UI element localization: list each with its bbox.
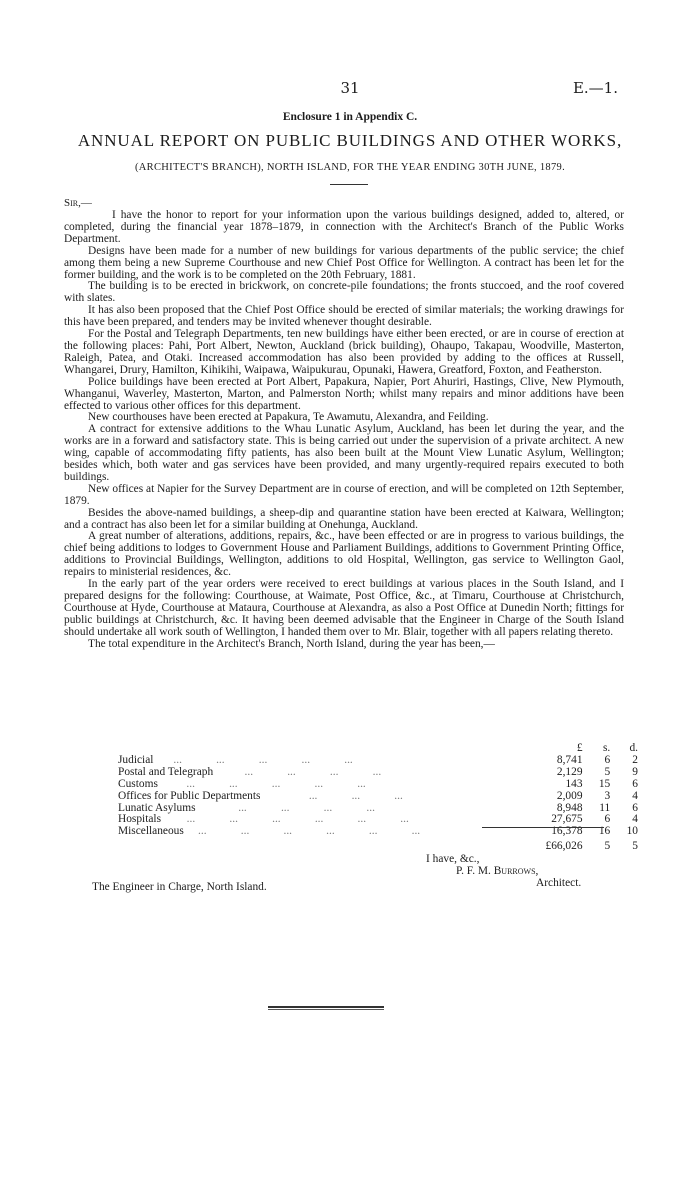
- pounds-cell: 8,741: [556, 753, 583, 766]
- table-row: Customs ... ... ... ... ... 143 15 6: [118, 777, 638, 790]
- shillings-cell: 5: [604, 765, 611, 778]
- table-row: Offices for Public Departments ... ... ... 2,009 3 4: [118, 789, 638, 802]
- paragraph: A great number of alterations, additions, repairs, &c., have been effected or are in progress to various buildings, the chief being additions to lodges to Government House and Parliament Buildings, additions to Government Printing Office, additions to Provincial Buildings, Wellington, additions to old Hospital, Wellington, gas service to Wellington Gaol, repairs to ministerial residences, &c.: [64, 530, 624, 579]
- total-row: [118, 838, 638, 853]
- total-shillings: 5: [604, 840, 611, 853]
- paragraph: Designs have been made for a number of new buildings for various departments of the public service; the chief among them being a new Supreme Courthouse and new Chief Post Office for Wellington. A contract has been let for the former building, and the work is to be completed on the 20th February, 1881.: [64, 244, 624, 281]
- pence-cell: 6: [632, 801, 638, 814]
- paragraph: I have the honor to report for your information upon the various buildings designed, added to, altered, or completed, during the financial year 1878–1879, in connection with the Architect's Branch of the Public Works Department.: [64, 209, 624, 245]
- paragraph: The total expenditure in the Architect's Branch, North Island, during the year has been,—: [88, 637, 495, 650]
- closing-line: I have, &c.,: [426, 853, 480, 865]
- row-label: Postal and Telegraph: [118, 766, 214, 778]
- paragraph: A contract for extensive additions to the Whau Lunatic Asylum, Auckland, has been let during the year, and the works are in a forward and satisfactory state. This is being carried out under the supervision of a private architect. A new wing, capable of accommodating fifty patients, has also been built at the Mount View Lunatic Asylum, Wellington; besides which, both water and gas services have been provided, and many urgently-required repairs executed to both buildings.: [64, 423, 624, 483]
- table-row: Judicial ... ... ... ... ... 8,741 6 2: [118, 753, 638, 766]
- paragraph: In the early part of the year orders were received to erect buildings at various places in the South Island, and I prepared designs for the following: Courthouse, at Waimate, Post Office, &c., at Timaru, Courthouse at Christchurch, Courthouse at Hyde, Courthouse at Mataura, Courthouse at Alexandra, as also a Post Office at Dunedin North; fittings for public buildings at Christchurch, &c. It having been deemed advisable that the Engineer in Charge of the South Island should undertake all work south of Wellington, I handed them over to Mr. Blair, together with all papers relating thereto.: [64, 578, 624, 638]
- shillings-cell: 16: [598, 825, 611, 838]
- pounds-cell: 27,675: [551, 813, 583, 826]
- paragraph: New courthouses have been erected at Papakura, Te Awamutu, Alexandra, and Feilding.: [88, 411, 489, 424]
- pence-cell: 9: [632, 765, 638, 778]
- report-body: [64, 210, 624, 651]
- table-row: Miscellaneous ... ... ... ... ... ... 16,378 16 10: [118, 825, 638, 838]
- paragraph: It has also been proposed that the Chief Post Office should be erected of similar materials; the working drawings for this have been prepared, and tenders may be invited whenever thought desirable.: [64, 304, 624, 329]
- row-label: Offices for Public Departments: [118, 790, 261, 802]
- signatory-title: Architect.: [536, 877, 582, 889]
- row-label: Lunatic Asylums: [118, 802, 196, 814]
- salutation: Sir,—: [64, 197, 92, 209]
- pence-cell: 10: [626, 825, 638, 838]
- table-row: Postal and Telegraph ... ... ... ... 2,129 5 9: [118, 765, 638, 778]
- row-label: Miscellaneous: [118, 826, 184, 838]
- paragraph: New offices at Napier for the Survey Department are in course of erection, and will be completed on 12th September, 1879.: [64, 482, 624, 507]
- enclosure-heading: Enclosure 1 in Appendix C.: [282, 111, 418, 123]
- title-divider: [330, 184, 368, 185]
- closing-rule: [268, 1006, 384, 1008]
- pence-header: d.: [629, 742, 638, 754]
- document-code: E.—1.: [572, 79, 618, 97]
- paragraph: Police buildings have been erected at Port Albert, Papakura, Napier, Port Ahuriri, Hastings, Clive, New Plymouth, Whanganui, Waverley, Masterton, Marton, and Palmerston North; whilst many repairs and minor additions have been effected to various other offices for this department.: [64, 375, 624, 412]
- pounds-cell: 2,009: [556, 789, 583, 802]
- expenditure-table: [118, 743, 638, 853]
- pence-cell: 4: [632, 789, 638, 802]
- closing-rule-thin: [268, 1009, 384, 1010]
- total-pounds: £66,026: [545, 840, 583, 853]
- shillings-cell: 6: [604, 813, 611, 826]
- total-pence: 5: [632, 840, 638, 853]
- pence-cell: 2: [632, 753, 638, 766]
- pence-cell: 4: [632, 813, 638, 826]
- signatory-name: P. F. M. Burrows,: [456, 865, 539, 877]
- pounds-cell: 2,129: [556, 765, 583, 778]
- paragraph: For the Postal and Telegraph Departments, ten new buildings have either been erected, or are in course of erection at the following places: Pahi, Port Albert, Newton, Auckland (brick building), Ohaupo, Takapau, Woodville, Masterton, Raleigh, Patea, and Otaki. Increased accommodation has also been provided by adding to the offices at Russell, Whangarei, Drury, Hamilton, Kihikihi, Waipawa, Waipukurau, Opunaki, Hawera, Greatford, Foxton, and Featherston.: [64, 328, 624, 376]
- paragraph: Besides the above-named buildings, a sheep-dip and quarantine station have been erected at Kaiwara, Wellington; and a contract has also been let for a similar building at Onehunga, Auckland.: [64, 506, 624, 531]
- table-row: Hospitals ... ... ... ... ... ... 27,675 6 4: [118, 813, 638, 826]
- shillings-cell: 6: [604, 753, 611, 766]
- page-number: 31: [340, 79, 360, 97]
- row-label: Judicial: [118, 754, 154, 766]
- pence-cell: 6: [632, 777, 638, 790]
- signoff-block: [426, 853, 581, 889]
- report-title: ANNUAL REPORT ON PUBLIC BUILDINGS AND OTHER WORKS,: [77, 131, 623, 150]
- report-subtitle: (ARCHITECT'S BRANCH), NORTH ISLAND, FOR THE YEAR ENDING 30TH JUNE, 1879.: [134, 162, 566, 173]
- shillings-cell: 3: [604, 789, 611, 802]
- row-label: Hospitals: [118, 814, 162, 826]
- pounds-header: £: [576, 742, 583, 754]
- total-divider: [482, 827, 604, 828]
- addressee: The Engineer in Charge, North Island.: [92, 881, 267, 893]
- row-label: Customs: [118, 778, 158, 790]
- pounds-cell: 16,378: [551, 825, 583, 838]
- table-row: Lunatic Asylums ... ... ... ... 8,948 11 6: [118, 801, 638, 814]
- shillings-cell: 15: [598, 777, 611, 790]
- shillings-cell: 11: [599, 801, 611, 814]
- pounds-cell: 8,948: [556, 801, 583, 814]
- shillings-header: s.: [602, 742, 611, 754]
- paragraph: The building is to be erected in brickwork, on concrete-pile foundations; the fronts stuccoed, and the roof covered with slates.: [64, 280, 624, 305]
- pounds-cell: 143: [565, 777, 583, 790]
